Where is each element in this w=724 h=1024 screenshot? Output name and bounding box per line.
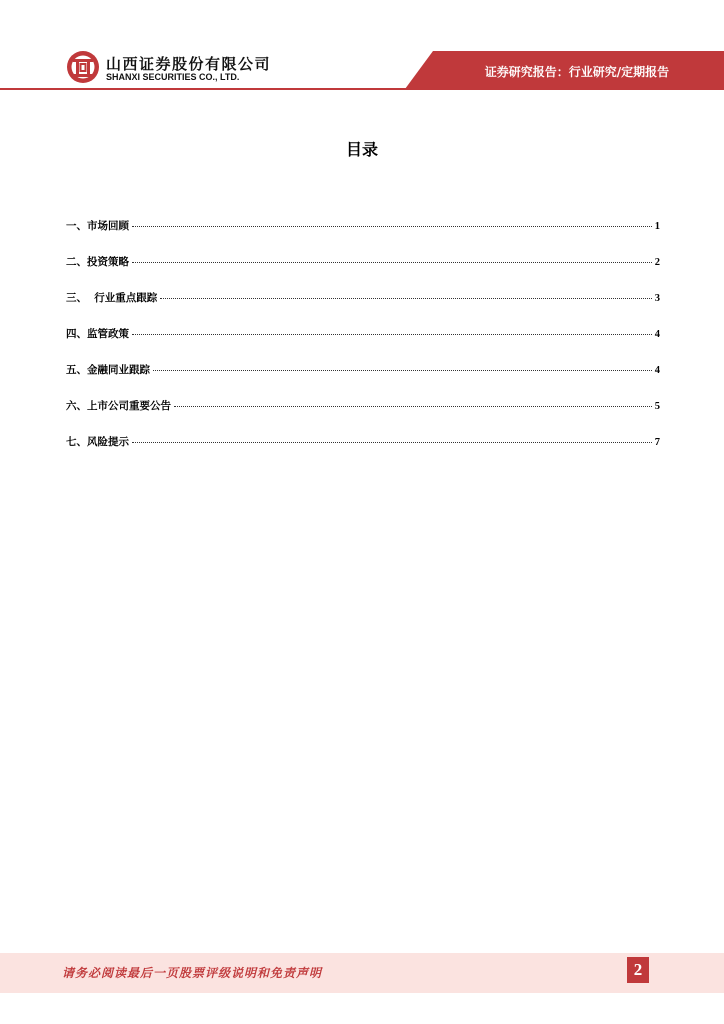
toc-item-risk-warning[interactable] bbox=[66, 434, 660, 470]
table-of-contents bbox=[66, 218, 660, 470]
company-name-cn: 山西证券股份有限公司 bbox=[106, 55, 272, 73]
header-divider bbox=[0, 88, 724, 90]
page-header bbox=[0, 0, 724, 92]
toc-item-page: 2 bbox=[654, 257, 660, 268]
toc-leader-dots bbox=[132, 334, 652, 335]
toc-leader-dots bbox=[153, 370, 652, 371]
report-type-label: 证券研究报告：行业研究/定期报告 bbox=[484, 65, 670, 79]
footer-disclaimer: 请务必阅读最后一页股票评级说明和免责声明 bbox=[62, 966, 323, 980]
toc-item-company-announcements[interactable] bbox=[66, 398, 660, 434]
toc-leader-dots bbox=[174, 406, 652, 407]
toc-leader-dots bbox=[132, 442, 652, 443]
company-name-en: SHANXI SECURITIES CO., LTD. bbox=[106, 72, 240, 82]
page-number: 2 bbox=[627, 957, 649, 983]
toc-item-industry-tracking[interactable] bbox=[66, 290, 660, 326]
toc-item-label: 四、监管政策 bbox=[66, 328, 129, 340]
toc-item-page: 7 bbox=[654, 437, 660, 448]
toc-title: 目录 bbox=[345, 140, 378, 159]
toc-item-label: 二、投资策略 bbox=[66, 256, 129, 268]
company-logo-icon bbox=[66, 50, 100, 84]
toc-item-peer-tracking[interactable] bbox=[66, 362, 660, 398]
toc-item-label: 五、金融同业跟踪 bbox=[66, 364, 150, 376]
toc-item-page: 5 bbox=[654, 401, 660, 412]
toc-item-page: 1 bbox=[654, 221, 660, 232]
toc-item-regulatory-policy[interactable] bbox=[66, 326, 660, 362]
toc-item-label: 六、上市公司重要公告 bbox=[66, 400, 171, 412]
toc-item-market-review[interactable] bbox=[66, 218, 660, 254]
toc-item-investment-strategy[interactable] bbox=[66, 254, 660, 290]
toc-item-label: 一、市场回顾 bbox=[66, 220, 129, 232]
toc-item-page: 4 bbox=[654, 329, 660, 340]
toc-item-label: 三、 行业重点跟踪 bbox=[66, 292, 158, 304]
toc-leader-dots bbox=[132, 226, 652, 227]
toc-leader-dots bbox=[160, 298, 651, 299]
toc-item-page: 3 bbox=[654, 293, 660, 304]
toc-item-page: 4 bbox=[654, 365, 660, 376]
toc-item-label: 七、风险提示 bbox=[66, 436, 129, 448]
toc-leader-dots bbox=[132, 262, 652, 263]
